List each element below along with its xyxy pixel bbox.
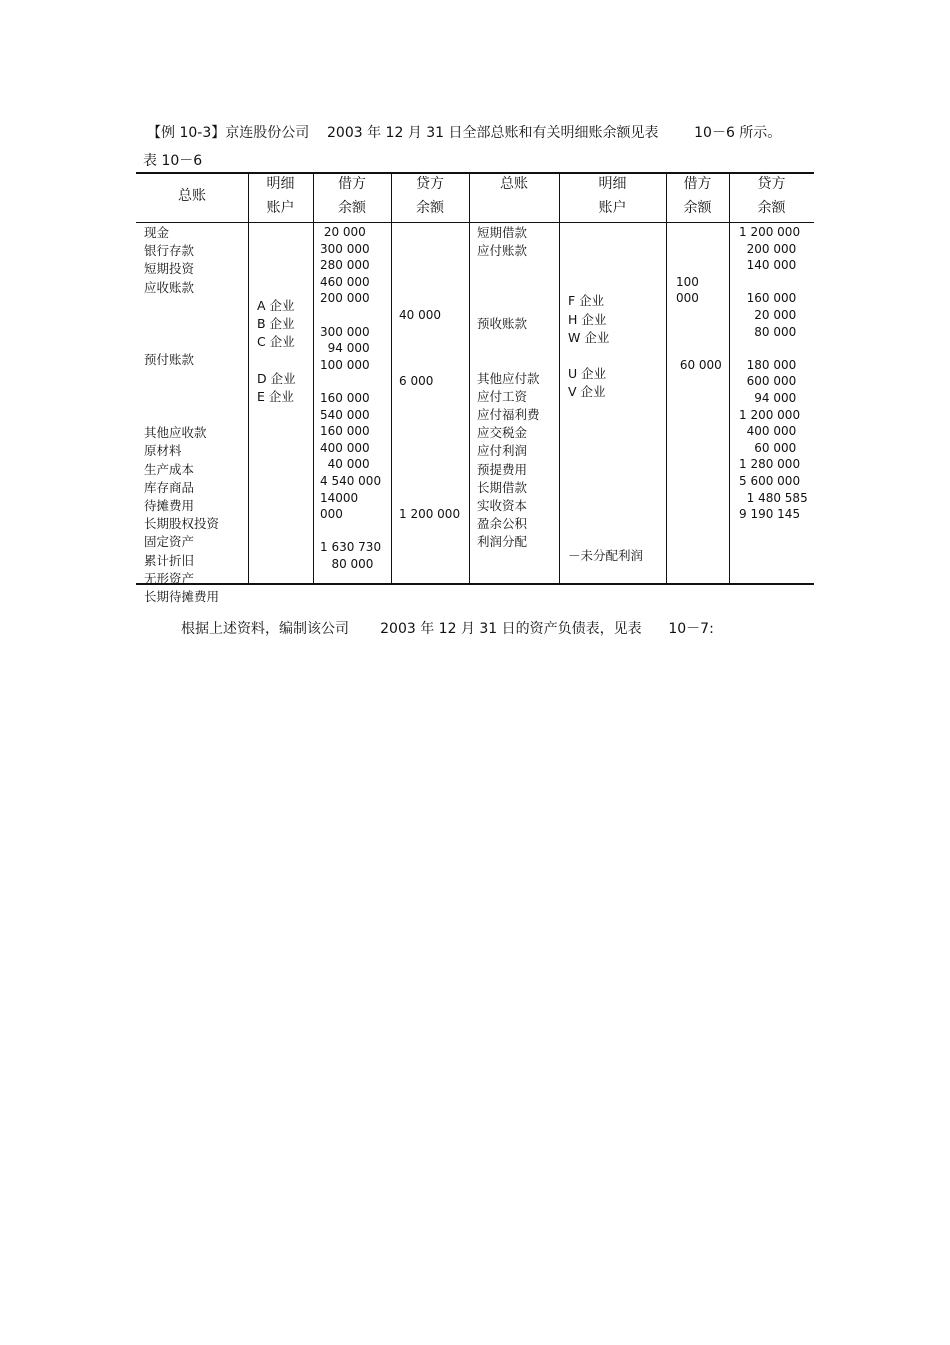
debit-amounts-right: 100 000 60 000	[676, 274, 722, 372]
header-text: 贷方	[416, 176, 444, 192]
ledger-accounts-left: 现金 银行存款 短期投资 应收账款 预付账款 其他应收款 原材料 生产成本 库存商品 待摊费用 长期股权投资 固定资产 累计折旧 无形资产 长期待摊费用	[144, 225, 220, 605]
header-detail-account	[248, 172, 313, 220]
table-header-rule	[136, 222, 814, 223]
header-general-ledger: 总账	[178, 188, 206, 204]
header-text: 余额	[683, 200, 712, 216]
table-caption: 表 10－6	[143, 153, 203, 169]
table-bottom-rule	[136, 583, 814, 585]
header-credit-balance	[391, 172, 469, 220]
header-text: 余额	[416, 200, 444, 216]
header-text: 账户	[266, 200, 295, 216]
column-divider	[666, 172, 667, 585]
header-text: 借方	[338, 176, 366, 192]
detail-accounts-left: A 企业 B 企业 C 企业 D 企业 E 企业	[257, 297, 296, 404]
column-divider	[391, 172, 392, 585]
column-divider	[248, 172, 249, 585]
ledger-accounts-right: 短期借款 应付账款 预收账款 其他应付款 应付工资 应付福利费 应交税金 应付利润 预提费用 长期借款 实收资本 盈余公积 利润分配	[477, 225, 540, 550]
header-text: 贷方	[757, 176, 786, 192]
credit-amounts-right: 1 200 000 200 000 140 000 160 000 20 000 80 000 180 000 600 000 94 000 1 200 000 400 000 60 000 1 280 000 5 600 000 1 480 585 9 190 145	[739, 225, 808, 522]
credit-amounts-left: 40 000 6 000 1 200 000	[399, 307, 461, 522]
header-general-ledger-2: 总账	[500, 176, 528, 192]
header-text: 余额	[757, 200, 786, 216]
debit-amounts-left: 20 000 300 000 280 000 460 000 200 000 300 000 94 000 100 000 160 000 540 000 160 000 400 000 40 000 4 540 000 14000 000 1 630 730 80 000	[320, 225, 382, 571]
intro-paragraph: 【例 10-3】京连股份公司 2003 年 12 月 31 日全部总账和有关明细账余额见表 10－6 所示。	[147, 125, 782, 141]
footer-paragraph: 根据上述资料，编制该公司 2003 年 12 月 31 日的资产负债表，见表 10－7:	[181, 621, 714, 637]
column-divider	[559, 172, 560, 585]
header-debit-balance	[313, 172, 391, 220]
header-detail-account-2	[559, 172, 666, 220]
header-text: 账户	[598, 200, 627, 216]
header-text: 明细	[266, 176, 295, 192]
column-divider	[313, 172, 314, 585]
detail-accounts-right: F 企业 H 企业 W 企业 U 企业 V 企业 －未分配利润	[568, 293, 644, 564]
header-text: 余额	[338, 200, 366, 216]
column-divider	[729, 172, 730, 585]
header-text: 明细	[598, 176, 627, 192]
column-divider	[469, 172, 470, 585]
header-credit-balance-2	[729, 172, 814, 220]
balance-table	[136, 172, 814, 605]
header-debit-balance-2	[666, 172, 729, 220]
header-text: 借方	[683, 176, 712, 192]
